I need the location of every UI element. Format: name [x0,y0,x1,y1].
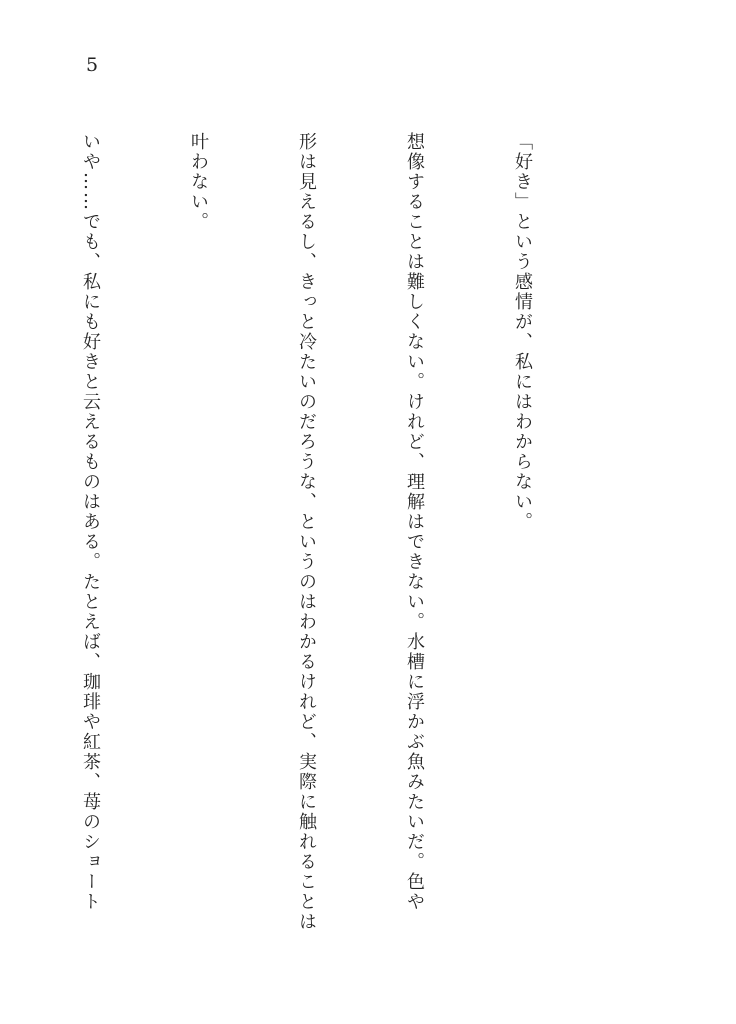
text-line: いや……でも、私にも好きと云えるものはある。たとえば、珈琲や紅茶、苺のショート [80,132,101,912]
text-line: 叶わない。 [188,132,209,232]
vertical-text-body [80,132,612,932]
text-line: 「好き」という感情が、私にはわからない。 [512,132,533,532]
text-line: 想像することは難しくない。けれど、理解はできない。水槽に浮かぶ魚みたいだ。色や [404,132,425,912]
text-line: 形は見えるし、きっと冷たいのだろうな、というのはわかるけれど、実際に触れることは [296,132,317,932]
page-number: 5 [86,54,99,76]
